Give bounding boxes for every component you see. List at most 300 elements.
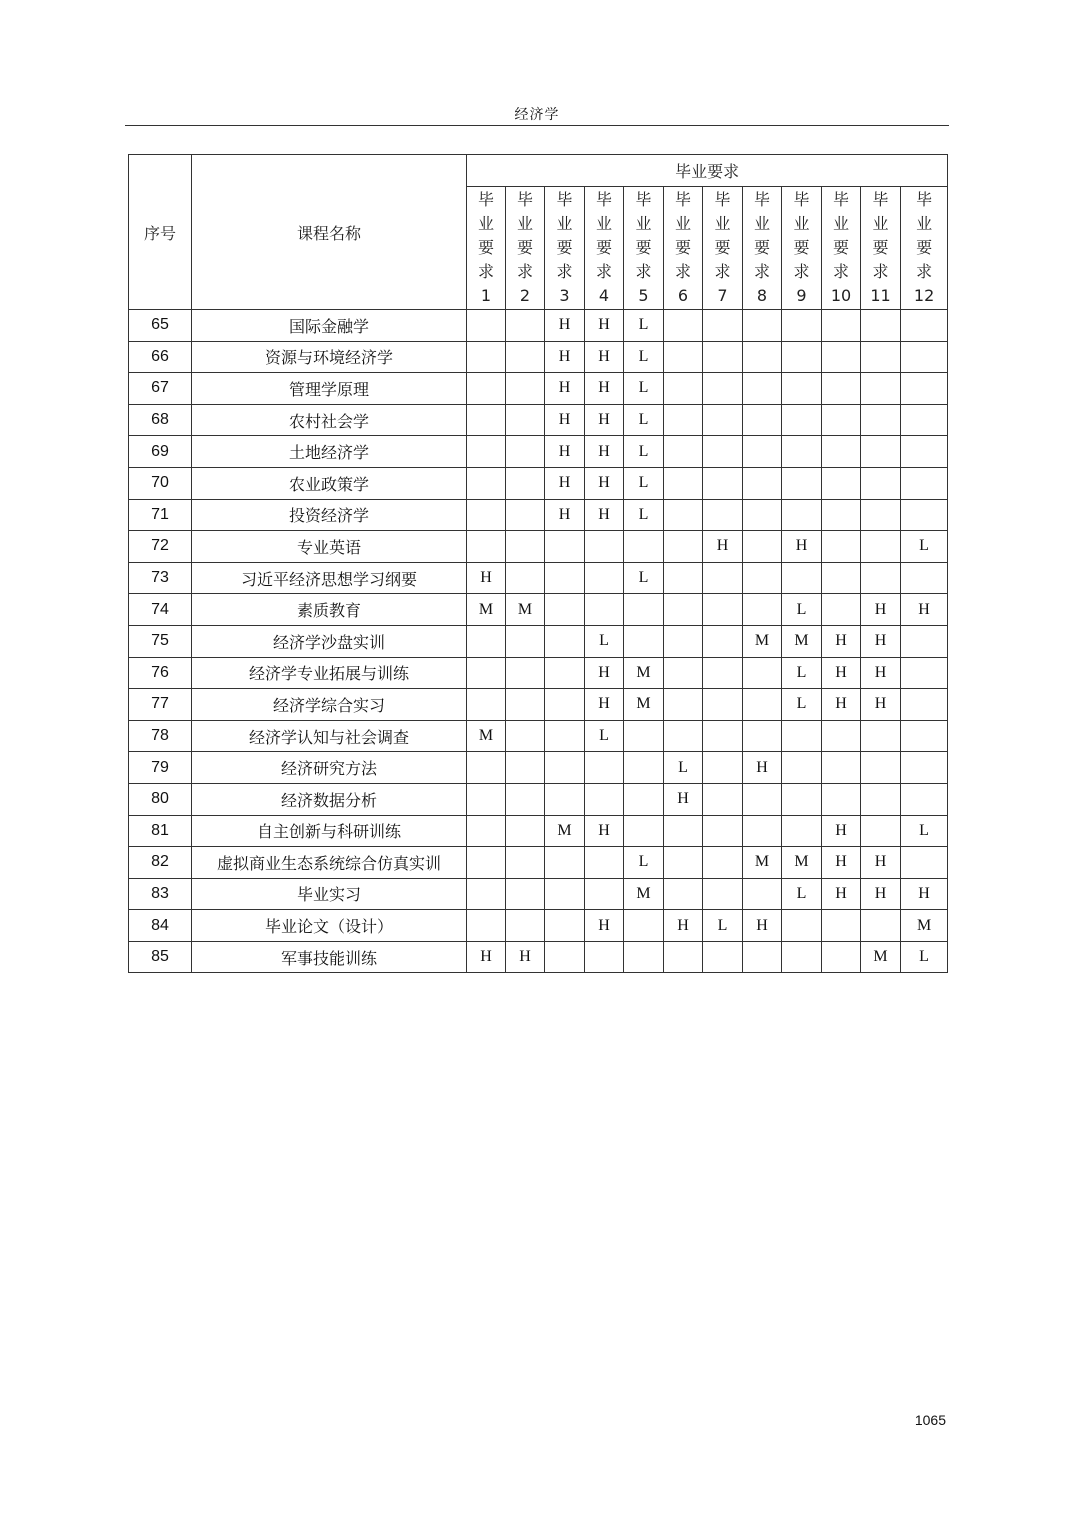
course-name: 经济数据分析 <box>192 783 467 815</box>
support-level-cell <box>506 878 545 910</box>
requirement-header-char: 业 <box>556 214 573 233</box>
requirement-header-char: 要 <box>556 238 573 257</box>
support-level-cell <box>506 783 545 815</box>
requirement-header-char: 毕 <box>714 190 731 209</box>
requirement-header-char: 毕 <box>516 190 533 209</box>
support-level-cell <box>664 815 703 847</box>
table-row <box>129 404 948 436</box>
row-index: 79 <box>129 752 192 784</box>
support-level-cell <box>782 373 822 405</box>
support-level-cell <box>822 720 861 752</box>
course-name: 农业政策学 <box>192 467 467 499</box>
support-level-cell <box>822 562 861 594</box>
support-level-cell <box>743 594 782 626</box>
row-index: 83 <box>129 878 192 910</box>
col-header-requirement <box>664 187 703 310</box>
support-level-cell: H <box>545 499 585 531</box>
requirement-header-number: 7 <box>717 286 728 305</box>
support-level-cell: H <box>585 910 624 942</box>
requirement-header-char: 求 <box>872 262 889 281</box>
support-level-cell <box>506 404 545 436</box>
requirement-header-number: 8 <box>756 286 768 305</box>
support-level-cell <box>506 752 545 784</box>
support-level-cell: H <box>822 625 861 657</box>
requirement-header-char: 求 <box>556 262 573 281</box>
col-header-index: 序号 <box>129 155 192 310</box>
support-level-cell <box>901 720 948 752</box>
row-index: 84 <box>129 910 192 942</box>
support-level-cell: L <box>664 752 703 784</box>
col-header-requirement <box>861 187 901 310</box>
requirement-header-char: 要 <box>793 238 810 257</box>
support-level-cell <box>545 847 585 879</box>
col-header-requirement <box>703 187 743 310</box>
support-level-cell <box>545 910 585 942</box>
support-level-cell <box>782 815 822 847</box>
support-level-cell <box>901 625 948 657</box>
support-level-cell: H <box>861 878 901 910</box>
support-level-cell: H <box>822 657 861 689</box>
support-level-cell <box>506 657 545 689</box>
support-level-cell <box>664 878 703 910</box>
support-level-cell: H <box>822 689 861 721</box>
support-level-cell <box>703 341 743 373</box>
support-level-cell <box>545 689 585 721</box>
col-header-requirement <box>585 187 624 310</box>
support-level-cell <box>901 689 948 721</box>
requirement-header-char: 求 <box>832 262 849 281</box>
col-header-requirement <box>743 187 782 310</box>
requirement-header-char: 毕 <box>674 190 691 209</box>
support-level-cell <box>664 847 703 879</box>
course-requirement-matrix <box>128 154 948 973</box>
header-divider <box>125 125 949 126</box>
col-header-requirement <box>624 187 664 310</box>
requirement-header-char: 毕 <box>793 190 810 209</box>
row-index: 69 <box>129 436 192 468</box>
col-header-requirement <box>901 187 948 310</box>
requirement-header-char: 求 <box>595 262 612 281</box>
requirement-header-number: 5 <box>638 286 649 305</box>
support-level-cell: L <box>585 720 624 752</box>
support-level-cell: L <box>624 847 664 879</box>
support-level-cell <box>506 720 545 752</box>
row-index: 67 <box>129 373 192 405</box>
support-level-cell: M <box>624 878 664 910</box>
support-level-cell: H <box>467 941 506 973</box>
support-level-cell <box>743 467 782 499</box>
requirement-header-char: 求 <box>916 262 933 281</box>
requirement-header-char: 毕 <box>832 190 849 209</box>
support-level-cell <box>664 467 703 499</box>
table-row <box>129 815 948 847</box>
support-level-cell <box>506 910 545 942</box>
course-name: 毕业论文（设计） <box>192 910 467 942</box>
support-level-cell <box>861 910 901 942</box>
requirement-header-char: 业 <box>595 214 612 233</box>
support-level-cell: M <box>861 941 901 973</box>
support-level-cell <box>703 689 743 721</box>
support-level-cell <box>901 783 948 815</box>
requirement-header-char: 要 <box>635 238 652 257</box>
support-level-cell <box>664 499 703 531</box>
support-level-cell <box>703 878 743 910</box>
support-level-cell <box>703 467 743 499</box>
requirement-header-char: 要 <box>477 238 494 257</box>
support-level-cell <box>822 310 861 342</box>
support-level-cell: H <box>585 657 624 689</box>
support-level-cell <box>822 341 861 373</box>
support-level-cell <box>782 783 822 815</box>
support-level-cell <box>545 941 585 973</box>
requirement-header-char: 业 <box>793 214 810 233</box>
support-level-cell <box>467 499 506 531</box>
support-level-cell: H <box>585 499 624 531</box>
support-level-cell <box>861 752 901 784</box>
support-level-cell <box>822 752 861 784</box>
support-level-cell <box>467 657 506 689</box>
support-level-cell <box>901 562 948 594</box>
table-row <box>129 310 948 342</box>
table-row <box>129 341 948 373</box>
requirement-header-number: 9 <box>796 286 807 305</box>
requirement-header-char: 毕 <box>556 190 573 209</box>
support-level-cell: H <box>861 657 901 689</box>
support-level-cell <box>861 815 901 847</box>
support-level-cell <box>506 373 545 405</box>
support-level-cell <box>703 720 743 752</box>
support-level-cell: H <box>901 878 948 910</box>
support-level-cell <box>861 783 901 815</box>
support-level-cell <box>585 847 624 879</box>
support-level-cell <box>743 436 782 468</box>
course-name: 经济学专业拓展与训练 <box>192 657 467 689</box>
support-level-cell <box>703 815 743 847</box>
support-level-cell <box>624 815 664 847</box>
support-level-cell: H <box>506 941 545 973</box>
table-row <box>129 910 948 942</box>
row-index: 74 <box>129 594 192 626</box>
requirement-header-char: 求 <box>516 262 533 281</box>
table-row <box>129 783 948 815</box>
support-level-cell <box>703 594 743 626</box>
table-row <box>129 941 948 973</box>
support-level-cell <box>703 562 743 594</box>
support-level-cell <box>743 373 782 405</box>
support-level-cell: H <box>861 847 901 879</box>
support-level-cell: L <box>624 562 664 594</box>
requirement-header-char: 毕 <box>916 190 933 209</box>
support-level-cell <box>782 310 822 342</box>
requirement-header-number: 3 <box>559 286 570 305</box>
support-level-cell <box>664 594 703 626</box>
support-level-cell <box>822 499 861 531</box>
support-level-cell: M <box>624 689 664 721</box>
support-level-cell <box>822 373 861 405</box>
support-level-cell <box>506 436 545 468</box>
requirement-header-char: 业 <box>516 214 533 233</box>
support-level-cell <box>782 562 822 594</box>
requirement-header-char: 业 <box>753 214 770 233</box>
col-header-course: 课程名称 <box>192 155 467 310</box>
support-level-cell <box>545 594 585 626</box>
support-level-cell <box>506 499 545 531</box>
support-level-cell <box>467 847 506 879</box>
support-level-cell <box>467 436 506 468</box>
support-level-cell <box>664 720 703 752</box>
support-level-cell: M <box>545 815 585 847</box>
support-level-cell <box>545 878 585 910</box>
support-level-cell <box>861 436 901 468</box>
support-level-cell <box>545 625 585 657</box>
support-level-cell <box>467 910 506 942</box>
table-row <box>129 657 948 689</box>
support-level-cell <box>585 878 624 910</box>
support-level-cell <box>743 878 782 910</box>
row-index: 66 <box>129 341 192 373</box>
support-level-cell: L <box>624 499 664 531</box>
row-index: 71 <box>129 499 192 531</box>
support-level-cell: M <box>901 910 948 942</box>
row-index: 65 <box>129 310 192 342</box>
support-level-cell: L <box>624 436 664 468</box>
support-level-cell <box>743 689 782 721</box>
requirement-header-char: 要 <box>916 238 933 257</box>
support-level-cell <box>467 373 506 405</box>
support-level-cell <box>822 436 861 468</box>
support-level-cell: H <box>467 562 506 594</box>
support-level-cell: H <box>861 625 901 657</box>
support-level-cell <box>467 815 506 847</box>
support-level-cell: L <box>782 657 822 689</box>
support-level-cell <box>901 404 948 436</box>
support-level-cell: M <box>624 657 664 689</box>
page-number: 1065 <box>914 1412 946 1428</box>
support-level-cell: H <box>822 878 861 910</box>
support-level-cell <box>901 752 948 784</box>
support-level-cell <box>822 910 861 942</box>
support-level-cell: H <box>585 689 624 721</box>
support-level-cell <box>545 562 585 594</box>
support-level-cell <box>861 720 901 752</box>
support-level-cell <box>743 657 782 689</box>
course-name: 专业英语 <box>192 531 467 563</box>
requirement-header-char: 求 <box>714 262 731 281</box>
course-name: 军事技能训练 <box>192 941 467 973</box>
support-level-cell <box>506 815 545 847</box>
support-level-cell: L <box>782 689 822 721</box>
support-level-cell: H <box>585 404 624 436</box>
support-level-cell <box>664 404 703 436</box>
support-level-cell <box>822 594 861 626</box>
table-row <box>129 752 948 784</box>
support-level-cell <box>782 910 822 942</box>
support-level-cell <box>861 531 901 563</box>
support-level-cell <box>664 373 703 405</box>
support-level-cell: H <box>822 847 861 879</box>
requirement-header-char: 要 <box>516 238 533 257</box>
support-level-cell: H <box>545 373 585 405</box>
requirement-header-char: 要 <box>595 238 612 257</box>
support-level-cell <box>861 562 901 594</box>
support-level-cell <box>703 752 743 784</box>
support-level-cell <box>664 562 703 594</box>
support-level-cell <box>901 436 948 468</box>
requirement-header-number: 10 <box>830 286 852 305</box>
support-level-cell <box>506 531 545 563</box>
support-level-cell: M <box>467 720 506 752</box>
col-header-requirement <box>545 187 585 310</box>
support-level-cell <box>703 657 743 689</box>
support-level-cell: H <box>743 752 782 784</box>
col-header-requirement <box>467 187 506 310</box>
col-header-requirement <box>782 187 822 310</box>
support-level-cell <box>624 910 664 942</box>
support-level-cell <box>664 625 703 657</box>
course-name: 经济研究方法 <box>192 752 467 784</box>
support-level-cell: L <box>624 373 664 405</box>
row-index: 82 <box>129 847 192 879</box>
table-row <box>129 689 948 721</box>
support-level-cell <box>545 783 585 815</box>
support-level-cell <box>822 783 861 815</box>
support-level-cell <box>664 436 703 468</box>
support-level-cell <box>624 752 664 784</box>
support-level-cell <box>467 752 506 784</box>
support-level-cell: H <box>822 815 861 847</box>
support-level-cell: H <box>901 594 948 626</box>
support-level-cell <box>703 499 743 531</box>
support-level-cell <box>585 783 624 815</box>
row-index: 80 <box>129 783 192 815</box>
requirement-header-char: 要 <box>714 238 731 257</box>
support-level-cell <box>861 499 901 531</box>
support-level-cell <box>861 373 901 405</box>
support-level-cell <box>545 720 585 752</box>
support-level-cell <box>703 404 743 436</box>
table-row <box>129 720 948 752</box>
support-level-cell <box>743 531 782 563</box>
support-level-cell: H <box>585 436 624 468</box>
col-header-group: 毕业要求 <box>467 155 948 187</box>
support-level-cell: H <box>585 341 624 373</box>
support-level-cell <box>585 941 624 973</box>
requirement-header-char: 业 <box>832 214 849 233</box>
requirement-header-char: 求 <box>793 262 810 281</box>
support-level-cell <box>822 404 861 436</box>
course-name: 毕业实习 <box>192 878 467 910</box>
requirement-header-char: 业 <box>477 214 494 233</box>
support-level-cell <box>822 941 861 973</box>
support-level-cell <box>506 562 545 594</box>
support-level-cell <box>782 752 822 784</box>
support-level-cell <box>467 625 506 657</box>
support-level-cell <box>782 341 822 373</box>
requirement-header-char: 业 <box>872 214 889 233</box>
support-level-cell: L <box>901 941 948 973</box>
support-level-cell <box>664 689 703 721</box>
course-name: 素质教育 <box>192 594 467 626</box>
support-level-cell <box>624 783 664 815</box>
support-level-cell <box>743 404 782 436</box>
support-level-cell: H <box>545 310 585 342</box>
support-level-cell: H <box>861 689 901 721</box>
course-name: 习近平经济思想学习纲要 <box>192 562 467 594</box>
support-level-cell <box>506 847 545 879</box>
requirement-header-number: 11 <box>870 286 891 305</box>
support-level-cell <box>743 815 782 847</box>
support-level-cell <box>743 783 782 815</box>
row-index: 73 <box>129 562 192 594</box>
support-level-cell: L <box>624 404 664 436</box>
support-level-cell <box>703 625 743 657</box>
running-header-title: 经济学 <box>514 107 560 123</box>
support-level-cell <box>467 531 506 563</box>
support-level-cell: H <box>664 783 703 815</box>
requirement-header-number: 2 <box>519 286 531 305</box>
support-level-cell <box>585 531 624 563</box>
course-name: 农村社会学 <box>192 404 467 436</box>
row-index: 77 <box>129 689 192 721</box>
requirement-header-char: 毕 <box>477 190 494 209</box>
table-row <box>129 562 948 594</box>
support-level-cell: H <box>545 436 585 468</box>
requirement-header-char: 要 <box>872 238 889 257</box>
support-level-cell <box>467 783 506 815</box>
row-index: 78 <box>129 720 192 752</box>
support-level-cell <box>703 783 743 815</box>
support-level-cell: L <box>901 531 948 563</box>
support-level-cell: L <box>782 594 822 626</box>
support-level-cell <box>506 689 545 721</box>
support-level-cell <box>743 720 782 752</box>
support-level-cell <box>467 878 506 910</box>
support-level-cell: H <box>545 341 585 373</box>
support-level-cell: H <box>585 815 624 847</box>
support-level-cell: L <box>703 910 743 942</box>
requirement-header-char: 业 <box>635 214 652 233</box>
row-index: 81 <box>129 815 192 847</box>
support-level-cell <box>822 531 861 563</box>
support-level-cell <box>467 310 506 342</box>
support-level-cell <box>545 657 585 689</box>
support-level-cell <box>782 467 822 499</box>
support-level-cell: H <box>585 310 624 342</box>
support-level-cell <box>901 467 948 499</box>
support-level-cell <box>743 341 782 373</box>
support-level-cell <box>782 941 822 973</box>
requirement-header-char: 毕 <box>595 190 612 209</box>
col-header-requirement <box>506 187 545 310</box>
course-name: 国际金融学 <box>192 310 467 342</box>
support-level-cell <box>861 310 901 342</box>
requirement-header-char: 要 <box>832 238 849 257</box>
requirement-header-char: 要 <box>753 238 770 257</box>
support-level-cell <box>703 310 743 342</box>
row-index: 70 <box>129 467 192 499</box>
support-level-cell: L <box>624 467 664 499</box>
requirement-header-char: 要 <box>674 238 691 257</box>
requirement-header-number: 4 <box>598 286 610 305</box>
support-level-cell <box>545 752 585 784</box>
course-name: 管理学原理 <box>192 373 467 405</box>
support-level-cell <box>822 467 861 499</box>
support-level-cell: H <box>743 910 782 942</box>
requirement-header-char: 求 <box>753 262 770 281</box>
col-header-requirement <box>822 187 861 310</box>
course-name: 经济学综合实习 <box>192 689 467 721</box>
table-row <box>129 436 948 468</box>
